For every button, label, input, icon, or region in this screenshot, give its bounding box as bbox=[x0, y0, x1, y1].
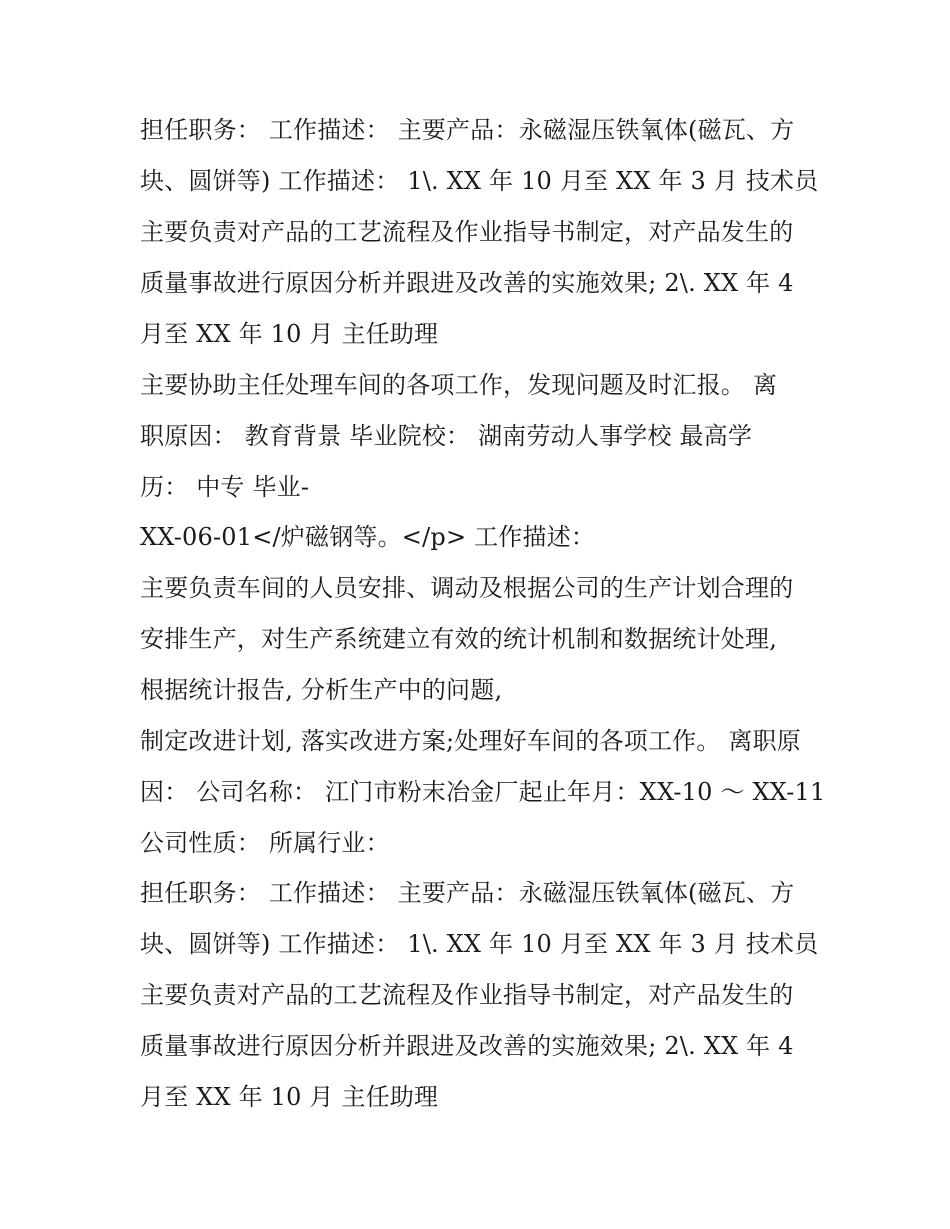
text-line: 块、圆饼等) 工作描述： 1\. XX 年 10 月至 XX 年 3 月 技术员 bbox=[140, 930, 819, 958]
text-line: 主要协助主任处理车间的各项工作，发现问题及时汇报。 离 bbox=[140, 371, 778, 399]
text-line: 担任职务： 工作描述： 主要产品：永磁湿压铁氧体(磁瓦、方 bbox=[140, 116, 795, 144]
text-line: 根据统计报告, 分析生产中的问题, bbox=[140, 676, 503, 704]
text-line: 担任职务： 工作描述： 主要产品：永磁湿压铁氧体(磁瓦、方 bbox=[140, 879, 795, 907]
text-line: 月至 XX 年 10 月 主任助理 bbox=[140, 1083, 439, 1111]
text-line: 公司性质： 所属行业： bbox=[140, 829, 390, 857]
text-line: 质量事故进行原因分析并跟进及改善的实施效果; 2\. XX 年 4 bbox=[140, 269, 794, 297]
text-line: 安排生产，对生产系统建立有效的统计机制和数据统计处理, bbox=[140, 625, 778, 653]
text-line: 因： 公司名称： 江门市粉末冶金厂起止年月：XX-10 ～ XX-11 bbox=[140, 778, 826, 806]
text-line: XX-06-01</炉磁钢等。</p> 工作描述： bbox=[140, 523, 596, 551]
text-line: 质量事故进行原因分析并跟进及改善的实施效果; 2\. XX 年 4 bbox=[140, 1032, 794, 1060]
text-line: 主要负责对产品的工艺流程及作业指导书制定，对产品发生的 bbox=[140, 218, 794, 246]
text-line: 月至 XX 年 10 月 主任助理 bbox=[140, 320, 439, 348]
text-line: 制定改进计划, 落实改进方案;处理好车间的各项工作。 离职原 bbox=[140, 727, 801, 755]
text-line: 历： 中专 毕业- bbox=[140, 473, 310, 501]
text-line: 主要负责车间的人员安排、调动及根据公司的生产计划合理的 bbox=[140, 574, 794, 602]
text-line: 主要负责对产品的工艺流程及作业指导书制定，对产品发生的 bbox=[140, 981, 794, 1009]
text-line: 块、圆饼等) 工作描述： 1\. XX 年 10 月至 XX 年 3 月 技术员 bbox=[140, 167, 819, 195]
text-line: 职原因： 教育背景 毕业院校： 湖南劳动人事学校 最高学 bbox=[140, 422, 753, 450]
